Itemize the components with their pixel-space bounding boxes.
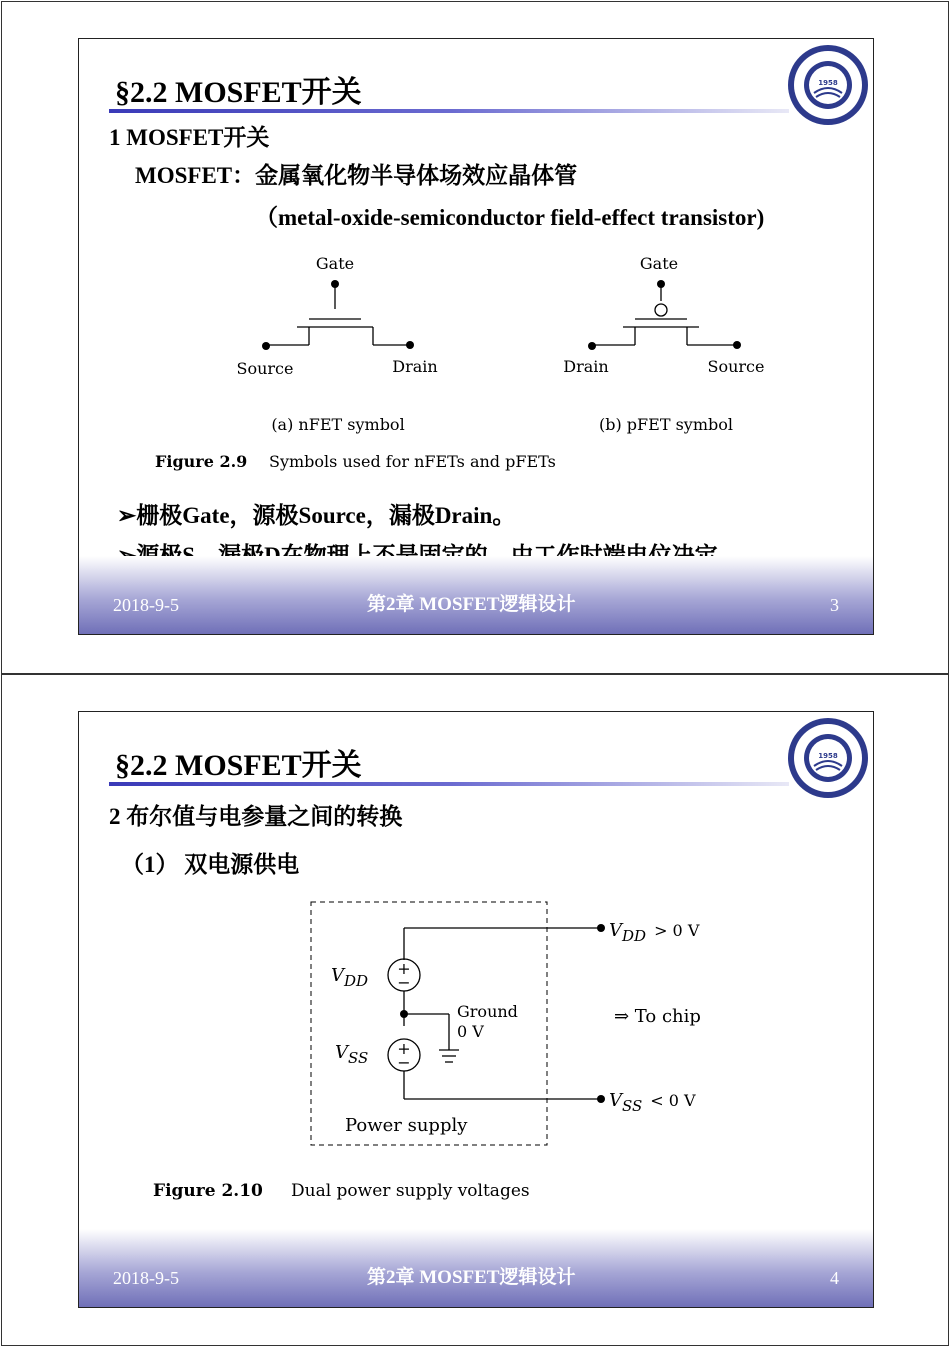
footer-date: 2018-9-5	[113, 595, 179, 615]
slide-footer	[79, 556, 873, 634]
mosfet-definition: MOSFET：金属氧化物半导体场效应晶体管	[135, 163, 578, 188]
logo-year: 1958	[818, 752, 838, 760]
figure-label: Figure 2.9	[155, 452, 248, 471]
bullet-terminals: ➢栅极Gate，源极Source，漏极Drain。	[117, 503, 516, 528]
subsection-heading: （1） 双电源供电	[121, 852, 300, 877]
power-supply-label: Power supply	[345, 1115, 468, 1136]
nfet-gate-terminal	[331, 280, 339, 288]
footer-chapter: 第2章 MOSFET逻辑设计	[367, 1267, 576, 1288]
slide-title: §2.2 MOSFET开关	[115, 749, 362, 782]
slide-title: §2.2 MOSFET开关	[115, 76, 362, 109]
nfet-source-label: Source	[236, 359, 294, 378]
ground-node	[400, 1010, 408, 1018]
nfet-drain-terminal	[406, 341, 414, 349]
logo-year: 1958	[818, 79, 838, 87]
nfet-drain-label: Drain	[392, 357, 438, 376]
vss-source-label: $V_{SS}$	[335, 1042, 369, 1067]
nfet-symbol	[266, 285, 410, 345]
pfet-subcaption: (b) pFET symbol	[598, 415, 734, 434]
vdd-output-label: $V_{DD} > 0$ V	[609, 920, 700, 945]
vss-terminal	[597, 1095, 605, 1103]
figure-2-10	[79, 712, 874, 1212]
pfet-drain-terminal	[588, 342, 596, 350]
pfet-source-terminal	[733, 341, 741, 349]
svg-text:−: −	[397, 973, 411, 992]
nfet-subcaption: (a) nFET symbol	[271, 415, 405, 434]
pfet-drain-label: Drain	[563, 357, 609, 376]
svg-text:+: +	[397, 959, 411, 978]
footer-page-number: 4	[830, 1268, 839, 1288]
pfet-source-label: Source	[707, 357, 765, 376]
vdd-terminal	[597, 924, 605, 932]
vss-output-label: $V_{SS} < 0$ V	[609, 1090, 696, 1115]
section-heading: 1 MOSFET开关	[109, 125, 270, 150]
footer-date: 2018-9-5	[113, 1268, 179, 1288]
figure-2-9	[79, 39, 874, 479]
figure-label: Figure 2.10	[153, 1181, 263, 1201]
zero-volt-label: 0 V	[457, 1022, 484, 1041]
slide-3	[78, 38, 874, 635]
slide-4	[78, 711, 874, 1308]
pfet-gate-terminal	[657, 280, 665, 288]
svg-text:−: −	[397, 1053, 411, 1072]
section-heading: 2 布尔值与电参量之间的转换	[109, 804, 403, 829]
mosfet-fullname: （metal-oxide-semiconductor field-effect transistor)	[255, 205, 765, 230]
pfet-symbol	[592, 285, 737, 345]
footer-page-number: 3	[830, 595, 839, 615]
pfet-gate-label: Gate	[639, 254, 679, 273]
vdd-source-label: $V_{DD}$	[331, 965, 369, 990]
to-chip-label: ⇒ To chip	[614, 1006, 701, 1027]
nfet-gate-label: Gate	[315, 254, 355, 273]
figure-caption: Dual power supply voltages	[291, 1181, 530, 1201]
footer-chapter: 第2章 MOSFET逻辑设计	[367, 594, 576, 615]
ground-label: Ground	[457, 1002, 518, 1021]
nfet-source-terminal	[262, 342, 270, 350]
slide-footer	[79, 1229, 873, 1307]
figure-caption: Symbols used for nFETs and pFETs	[269, 452, 556, 471]
power-supply-box	[311, 902, 547, 1145]
svg-text:+: +	[397, 1039, 411, 1058]
